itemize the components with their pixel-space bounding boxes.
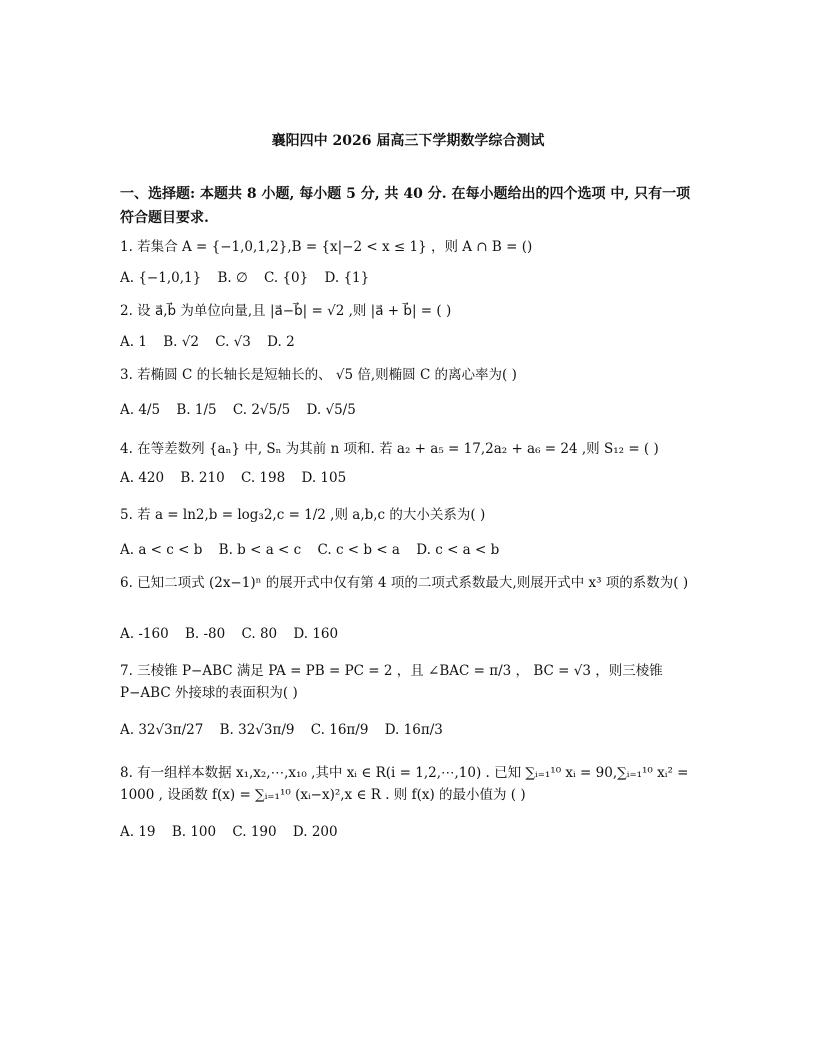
option-d: D. 200	[292, 824, 338, 840]
option-a: A. 1	[120, 334, 147, 350]
question-2-options	[120, 334, 307, 350]
option-b: B. 1/5	[176, 402, 217, 418]
option-d: D. 160	[293, 626, 339, 642]
option-b: B. ∅	[217, 270, 248, 286]
option-d: D. √5/5	[306, 402, 356, 418]
question-2: 2. 设 a⃗,b⃗ 为单位向量,且 |a⃗−b⃗| = √2 ,则 |a⃗ + b⃗| = ( )	[120, 303, 452, 319]
option-b: B. 210	[180, 470, 225, 486]
option-c: C. 190	[232, 824, 277, 840]
option-c: C. 2√5/5	[232, 402, 291, 418]
question-3-options	[120, 402, 368, 418]
option-a: A. 19	[120, 824, 156, 840]
option-a: A. -160	[120, 626, 169, 642]
option-d: D. 16π/3	[384, 722, 443, 738]
option-a: A. 4/5	[120, 402, 161, 418]
option-d: D. 105	[301, 470, 347, 486]
option-d: D. 2	[267, 334, 295, 350]
option-a: A. 420	[120, 470, 165, 486]
question-6: 6. 已知二项式 (2x−1)ⁿ 的展开式中仅有第 4 项的二项式系数最大,则展开式中 x³ 项的系数为( )	[120, 575, 689, 591]
question-6-options	[120, 626, 350, 642]
section-heading: 一、选择题: 本题共 8 小题, 每小题 5 分, 共 40 分. 在每小题给出的四个选项 中, 只有一项符合题目要求.	[120, 186, 691, 226]
option-c: C. 198	[240, 470, 286, 486]
question-8-options	[120, 824, 350, 840]
question-8: 8. 有一组样本数据 x₁,x₂,⋯,x₁₀ ,其中 xᵢ ∈ R(i = 1,2,⋯,10) . 已知 ∑ᵢ₌₁¹⁰ xᵢ = 90,∑ᵢ₌₁¹⁰ xᵢ² = 1000 , 设函数 f(x) = ∑ᵢ₌₁¹⁰ (xᵢ−x)²,x ∈ R . 则 f(x) 的最小值为 ( )	[120, 765, 689, 803]
question-4: 4. 在等差数列 {aₙ} 中, Sₙ 为其前 n 项和. 若 a₂ + a₅ = 17,2a₂ + a₆ = 24 ,则 S₁₂ = ( )	[120, 441, 659, 457]
option-d: D. c < a < b	[416, 542, 500, 558]
question-5: 5. 若 a = ln2,b = log₃2,c = 1/2 ,则 a,b,c 的大小关系为( )	[120, 507, 486, 523]
question-7: 7. 三棱锥 P−ABC 满足 PA = PB = PC = 2 ，且 ∠BAC = π/3 ， BC = √3 ，则三棱锥 P−ABC 外接球的表面积为( )	[120, 663, 663, 701]
option-c: C. 16π/9	[310, 722, 369, 738]
option-c: C. √3	[215, 334, 251, 350]
page-title: 襄阳四中 2026 届高三下学期数学综合测试	[271, 133, 545, 149]
option-c: C. 80	[241, 626, 278, 642]
option-b: B. √2	[163, 334, 199, 350]
option-b: B. -80	[184, 626, 226, 642]
question-5-options	[120, 542, 511, 558]
question-7-options	[120, 722, 455, 738]
option-a: A. {−1,0,1}	[120, 270, 202, 286]
question-3: 3. 若椭圆 C 的长轴长是短轴长的、 √5 倍,则椭圆 C 的离心率为( )	[120, 367, 517, 383]
option-c: C. c < b < a	[317, 542, 400, 558]
option-a: A. 32√3π/27	[120, 722, 204, 738]
question-1-options	[120, 270, 381, 286]
option-b: B. b < a < c	[218, 542, 302, 558]
option-c: C. {0}	[264, 270, 309, 286]
question-4-options	[120, 470, 358, 486]
option-d: D. {1}	[324, 270, 370, 286]
option-b: B. 32√3π/9	[219, 722, 295, 738]
option-b: B. 100	[171, 824, 217, 840]
option-a: A. a < c < b	[120, 542, 203, 558]
question-1: 1. 若集合 A = {−1,0,1,2},B = {x|−2 < x ≤ 1} ，则 A ∩ B = ()	[120, 239, 533, 255]
